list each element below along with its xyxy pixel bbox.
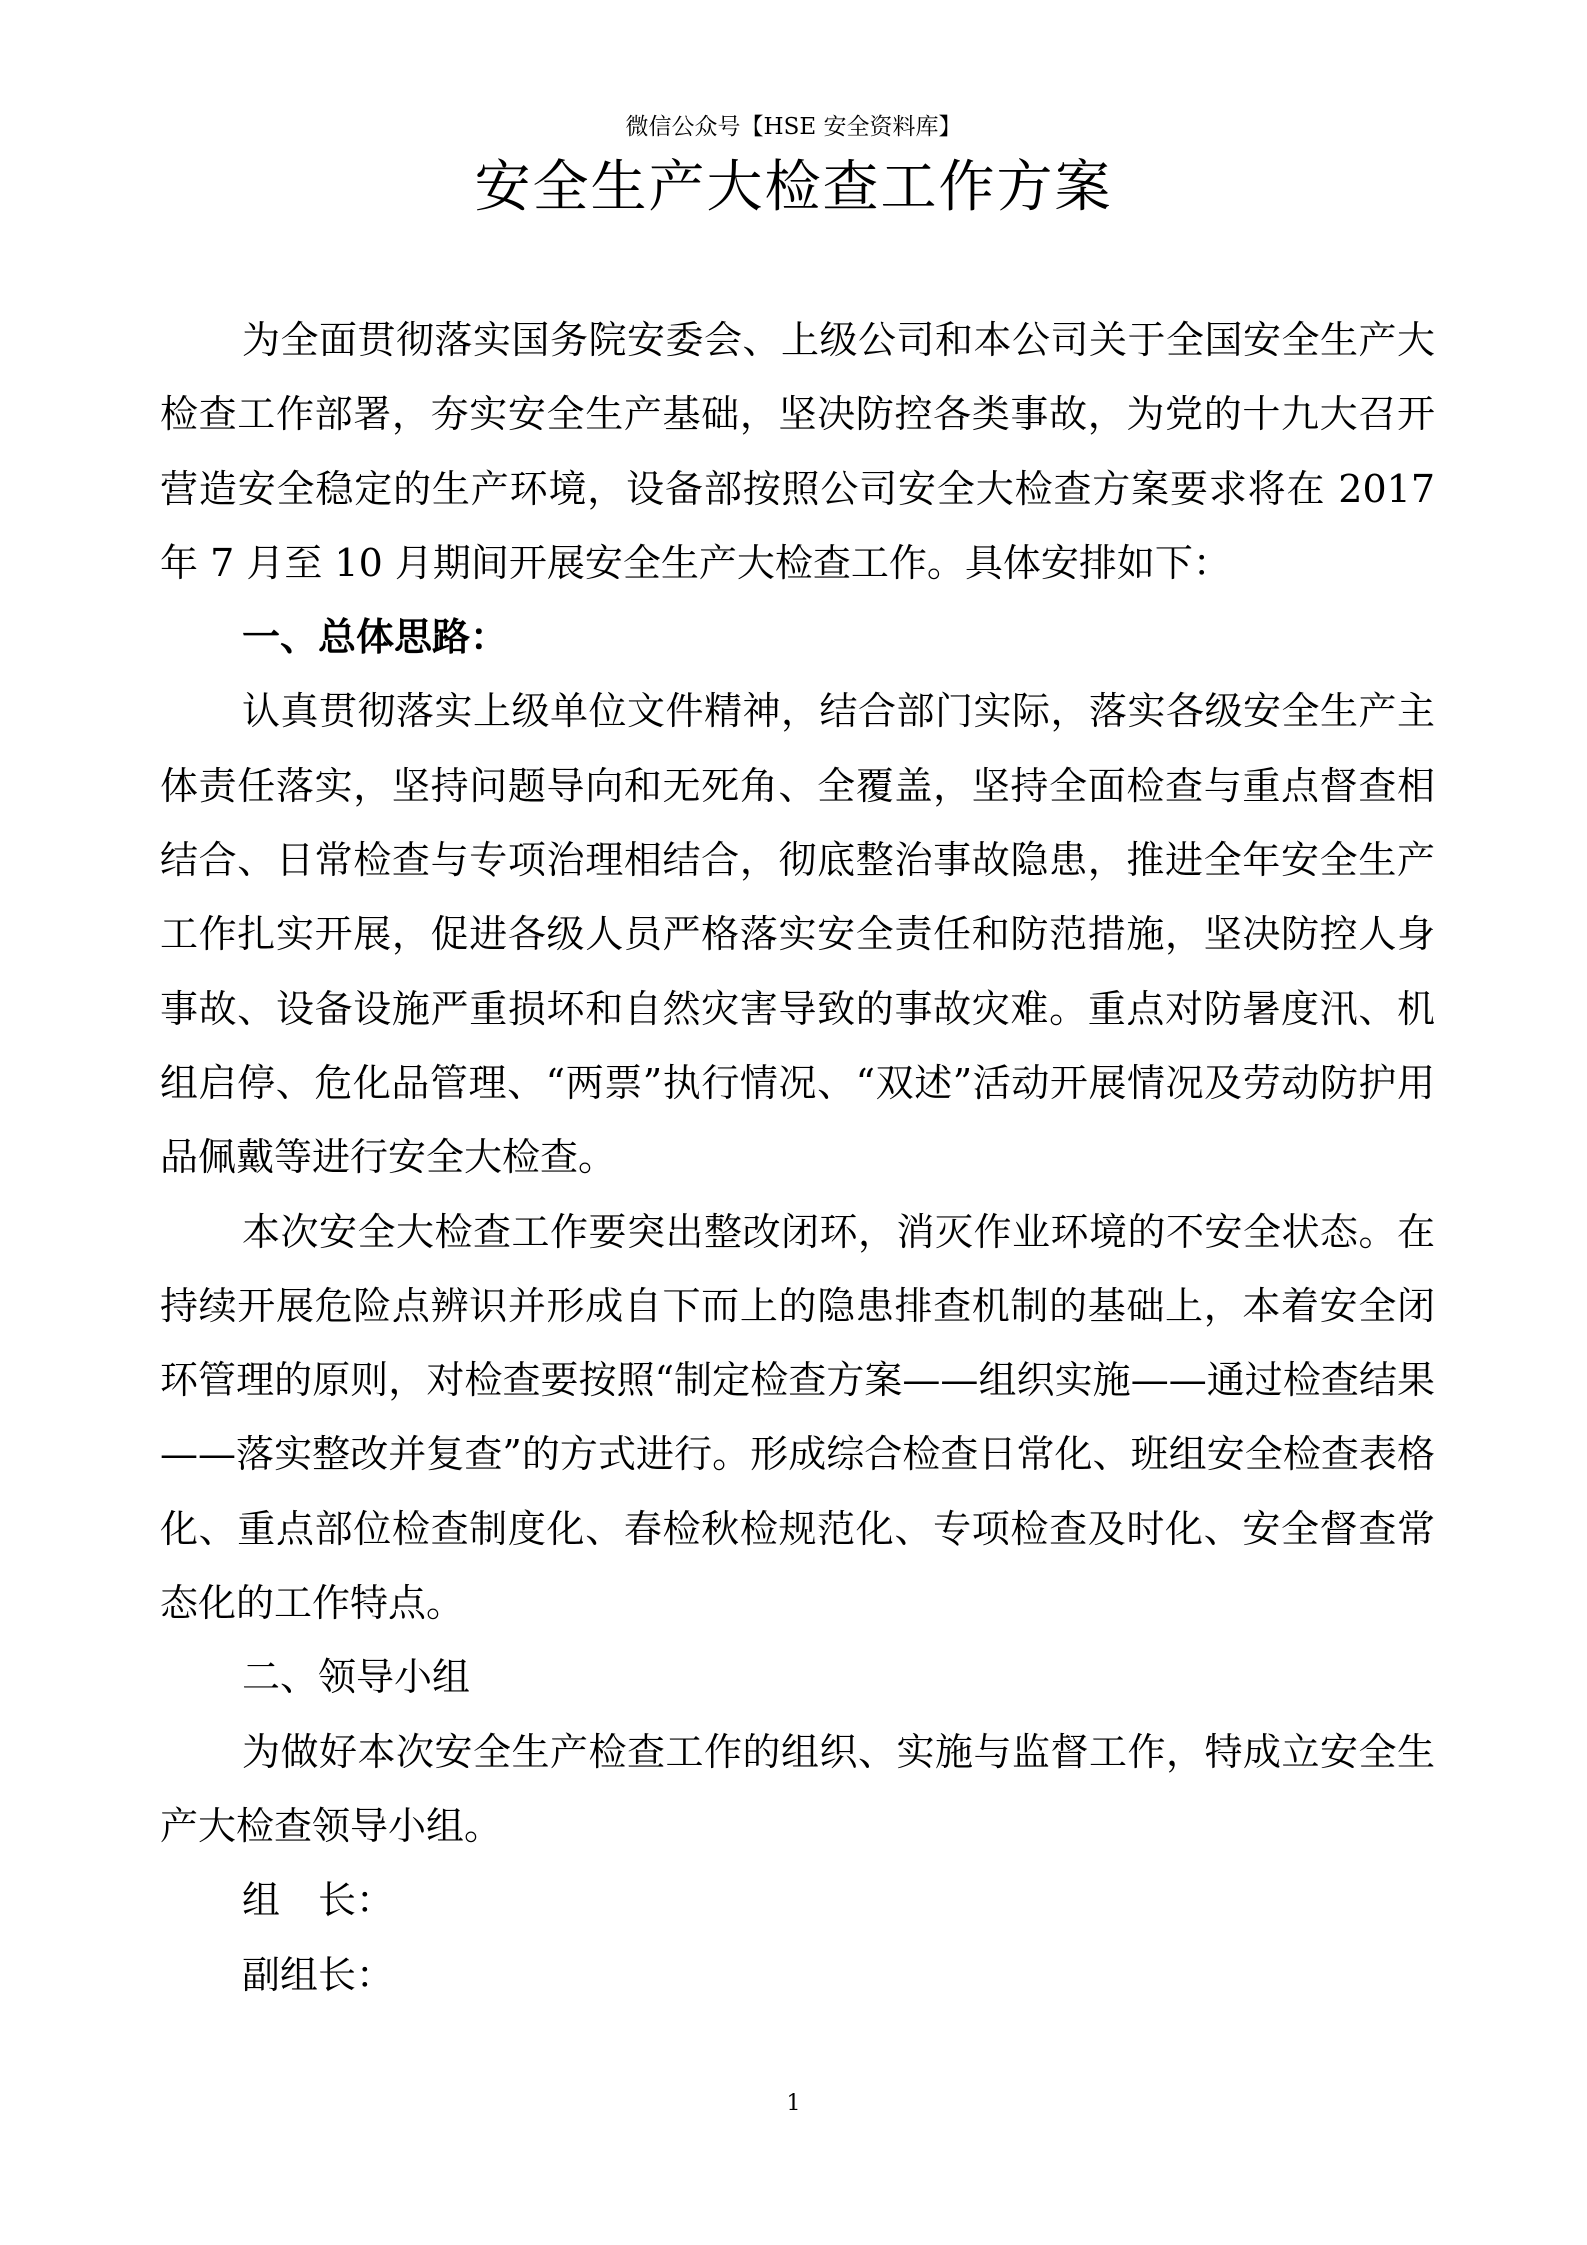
intro-paragraph: 为全面贯彻落实国务院安委会、上级公司和本公司关于全国安全生产大检查工作部署，夯实安全生产基础，坚决防控各类事故，为党的十九大召开营造安全稳定的生产环境，设备部按照公司安全大检查方案要求将在 2017 年 7 月至 10 月期间开展安全生产大检查工作。具体安排如下： <box>160 318 1435 585</box>
leader-label: 组 长： <box>242 1878 395 1923</box>
document-body <box>160 303 1435 2012</box>
section-2-heading: 二、领导小组 <box>242 1655 471 1700</box>
deputy-leader-label: 副组长： <box>242 1952 395 1997</box>
section-1-paragraph-1: 认真贯彻落实上级单位文件精神，结合部门实际，落实各级安全生产主体责任落实，坚持问题导向和无死角、全覆盖，坚持全面检查与重点督查相结合、日常检查与专项治理相结合，彻底整治事故隐患，推进全年安全生产工作扎实开展，促进各级人员严格落实安全责任和防范措施，坚决防控人身事故、设备设施严重损坏和自然灾害导致的事故灾难。重点对防暑度汛、机组启停、危化品管理、“两票”执行情况、“双述”活动开展情况及劳动防护用品佩戴等进行安全大检查。 <box>160 689 1435 1180</box>
section-1-heading: 一、总体思路： <box>242 614 509 660</box>
header-note: 微信公众号【HSE 安全资料库】 <box>625 114 962 140</box>
section-2-paragraph-1: 为做好本次安全生产检查工作的组织、实施与监督工作，特成立安全生产大检查领导小组。 <box>160 1729 1435 1848</box>
document-title: 安全生产大检查工作方案 <box>474 155 1113 220</box>
page-number: 1 <box>786 2091 801 2116</box>
section-1-paragraph-2: 本次安全大检查工作要突出整改闭环，消灭作业环境的不安全状态。在持续开展危险点辨识并形成自下而上的隐患排查机制的基础上，本着安全闭环管理的原则，对检查要按照“制定检查方案——组织实施——通过检查结果——落实整改并复查”的方式进行。形成综合检查日常化、班组安全检查表格化、重点部位检查制度化、春检秋检规范化、专项检查及时化、安全督查常态化的工作特点。 <box>160 1209 1435 1626</box>
